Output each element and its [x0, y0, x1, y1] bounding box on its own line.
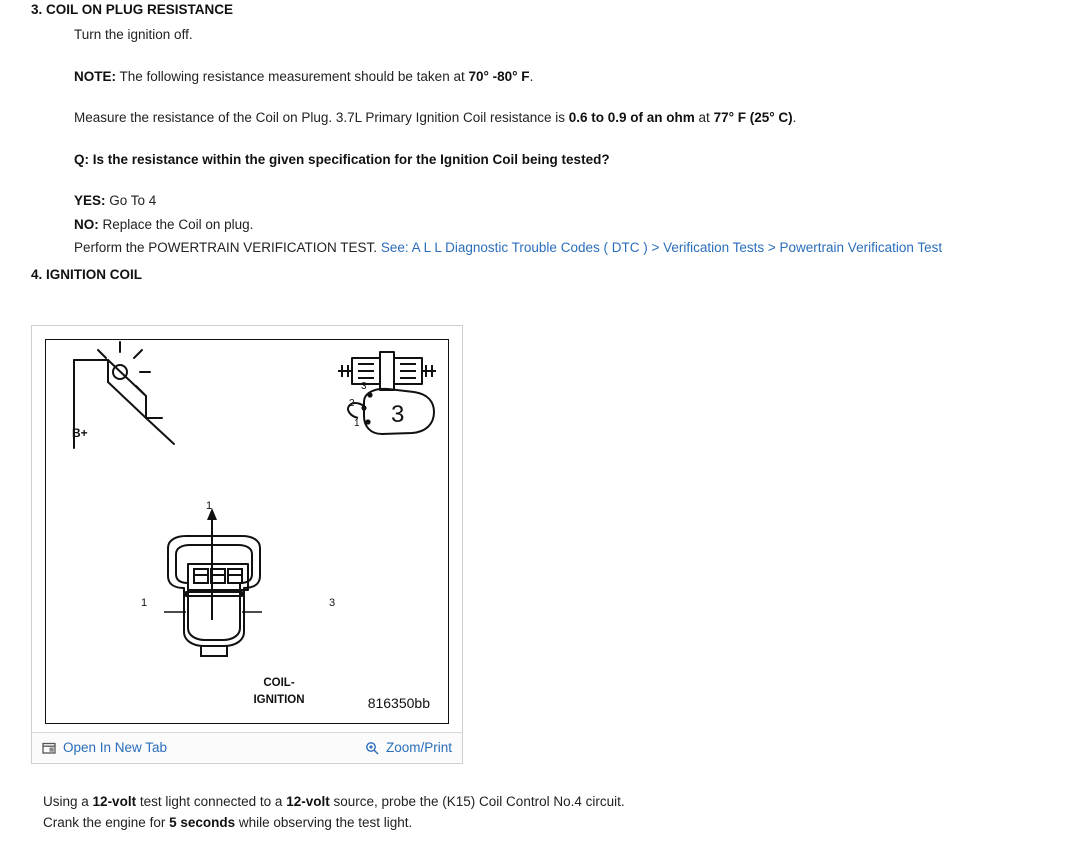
label-pin-right: 3 — [329, 597, 336, 609]
schematic-image[interactable] — [45, 339, 449, 724]
instruction-1b: 12-volt — [92, 794, 137, 809]
note-text: The following resistance measurement should be taken at — [119, 68, 465, 84]
ignition-off-text: Turn the ignition off. — [74, 27, 193, 42]
figure-toolbar — [32, 732, 462, 763]
open-in-new-tab-icon — [42, 741, 56, 755]
measure-text-1: Measure the resistance of the Coil on Plug. 3.7L Primary Ignition Coil resistance is — [74, 110, 565, 126]
measure-paragraph — [74, 108, 1061, 128]
instruction-2b: 5 seconds — [169, 814, 236, 830]
svg-text:1: 1 — [354, 418, 360, 429]
measure-temperature: 77° F (25° C) — [713, 110, 793, 126]
section3-number: 3. — [31, 2, 43, 17]
label-coil-ignition — [224, 675, 334, 708]
label-b-plus: B+ — [72, 426, 88, 440]
section4-heading — [31, 267, 1061, 282]
question-text: Q: Is the resistance within the given specification for the Ignition Coil being tested? — [74, 151, 610, 167]
instruction-1a: Using a — [43, 794, 89, 809]
verification-test-link[interactable]: See: A L L Diagnostic Trouble Codes ( DTC ) > Verification Tests > Powertrain Verification Test — [380, 240, 943, 256]
note-temperature: 70° -80° F — [468, 68, 530, 84]
magnifier-icon — [365, 741, 379, 755]
no-text: Replace the Coil on plug. — [102, 216, 254, 232]
section-coil-on-plug-resistance — [31, 2, 1061, 258]
instruction-1e: source, probe the (K15) Coil Control No.4 circuit. — [333, 794, 625, 809]
svg-text:3: 3 — [391, 401, 405, 428]
zoom-print-button[interactable] — [365, 740, 452, 755]
instruction-1c: test light connected to a — [139, 794, 283, 809]
note-label: NOTE: — [74, 68, 116, 84]
label-pin-left: 1 — [141, 597, 148, 609]
no-label: NO: — [74, 216, 99, 232]
measure-text-2: at — [698, 110, 710, 126]
section3-title: COIL ON PLUG RESISTANCE — [46, 2, 234, 17]
label-part-number: 816350bb — [367, 695, 430, 711]
measure-period: . — [792, 110, 797, 126]
measure-resistance-value: 0.6 to 0.9 of an ohm — [568, 110, 695, 126]
answer-yes — [74, 191, 1061, 211]
instruction-line-1 — [43, 792, 1043, 813]
open-in-new-tab-label: Open In New Tab — [63, 740, 168, 755]
label-pin-top: 1 — [206, 500, 213, 512]
svg-text:3: 3 — [361, 381, 367, 392]
answer-no — [74, 215, 1061, 235]
label-coil-line1: COIL- — [263, 677, 295, 689]
label-coil-line2: IGNITION — [253, 693, 305, 706]
yes-text: Go To 4 — [109, 193, 157, 209]
yes-label: YES: — [74, 193, 106, 209]
perform-text: Perform the POWERTRAIN VERIFICATION TEST. — [74, 240, 378, 256]
section4-number: 4. — [31, 267, 43, 282]
instruction-2a: Crank the engine for — [43, 814, 166, 830]
open-in-new-tab-button[interactable] — [42, 740, 167, 755]
svg-text:2: 2 — [349, 398, 355, 409]
perform-verification-paragraph — [74, 238, 1061, 258]
section-ignition-coil — [31, 267, 1061, 282]
coil-ignition-schematic — [46, 340, 450, 723]
section3-body — [74, 17, 1061, 258]
instruction-line-2 — [43, 813, 1043, 834]
section3-heading — [31, 2, 1061, 17]
note-paragraph — [74, 67, 1061, 87]
section4-title: IGNITION COIL — [46, 267, 143, 282]
instruction-1d: 12-volt — [286, 794, 330, 809]
figure-container — [31, 325, 463, 764]
instruction-2c: while observing the test light. — [238, 814, 413, 830]
note-period: . — [529, 68, 534, 84]
zoom-print-label: Zoom/Print — [385, 740, 452, 755]
test-light-instructions — [43, 792, 1043, 834]
